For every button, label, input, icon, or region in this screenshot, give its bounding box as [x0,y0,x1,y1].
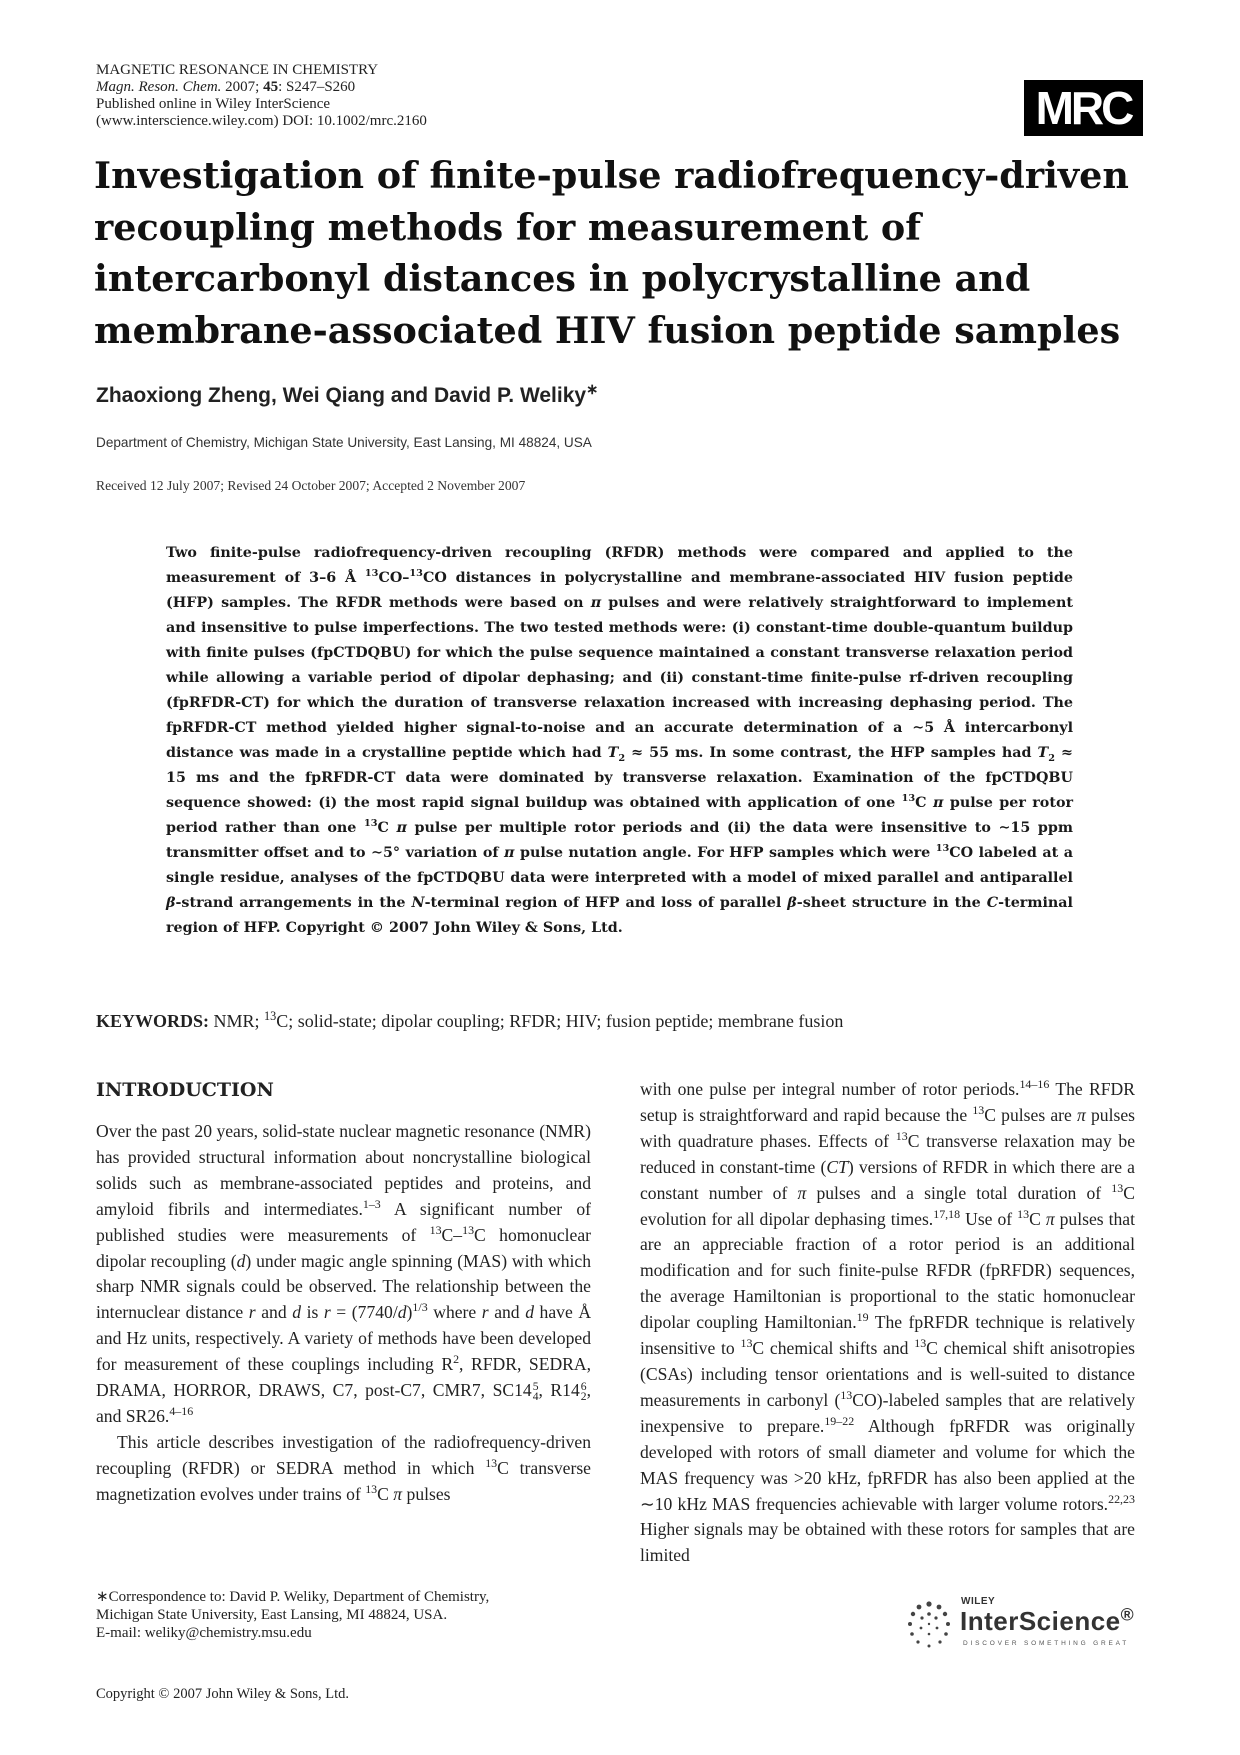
wiley-dots-icon [903,1600,955,1652]
citation-pages: : S247–S260 [278,79,356,95]
keywords-label: KEYWORDS: [96,1011,210,1031]
wiley-interscience-logo [903,1596,1153,1656]
footnote-line-1: ∗Correspondence to: David P. Weliky, Department of Chemistry, [96,1589,490,1605]
citation-line [96,79,656,96]
body-column-left [96,1119,591,1508]
doi-line: (www.interscience.wiley.com) DOI: 10.1002/mrc.2160 [96,113,427,129]
keywords-sup: 13 [264,1009,277,1023]
article-title: Investigation of finite-pulse radiofrequency-driven recoupling methods for measurement of intercarbonyl distances in polycrystalline and membrane-associated HIV fusion peptide samples [94,154,1129,352]
journal-logo: MRC [1024,80,1143,136]
copyright-footer: Copyright © 2007 John Wiley & Sons, Ltd. [96,1686,350,1702]
author-list [96,384,598,408]
corresponding-mark: ∗ [586,382,599,398]
keywords-pre: NMR; [209,1011,265,1031]
abstract: Two finite-pulse radiofrequency-driven recoupling (RFDR) methods were compared and applied to the measurement of 3–6 Å $^{13}$CO–$^{13}$CO distances in polycrystalline and membrane-associated HIV fusion peptide (HFP) samples. The RFDR methods were based on π pulses and were relatively straightforward to implement and insensitive to pulse imperfections. The two tested methods were: (i) constant-time double-quantum buildup with finite pulses (fpCTDQBU) for which the pulse sequence maintained a constant transverse relaxation period while allowing a variable period of dipolar dephasing; and (ii) constant-time finite-pulse rf-driven recoupling (fpRFDR-CT) for which the duration of transverse relaxation increased with increasing dephasing period. The fpRFDR-CT method yielded higher signal-to-noise and an accurate determination of a ∼5 Å intercarbonyl distance was made in a crystalline peptide which had $T_2 \approx 55$ ms. In some contrast, the HFP samples had $T_2 \approx 15$ ms and the fpRFDR-CT data were dominated by transverse relaxation. Examination of the fpCTDQBU sequence showed: (i) the most rapid signal buildup was obtained with application of one $^{13}$C π pulse per rotor period rather than one $^{13}$C π pulse per multiple rotor periods and (ii) the data were insensitive to ∼15 ppm transmitter offset and to ∼5° variation of π pulse nutation angle. For HFP samples which were $^{13}$CO labeled at a single residue, analyses of the fpCTDQBU data were interpreted with a model of mixed parallel and antiparallel β-strand arrangements in the N-terminal region of HFP and loss of parallel β-sheet structure in the C-terminal region of HFP. Copyright © 2007 John Wiley & Sons, Ltd. [166,545,1074,936]
citation-volume: 45 [263,79,279,95]
interscience-wordmark [960,1606,1134,1637]
keywords-post: C; solid-state; dipolar coupling; RFDR; HIV; fusion peptide; membrane fusion [276,1011,844,1031]
interscience-text: InterScience [960,1606,1121,1636]
journal-header [96,62,656,130]
intro-paragraph-2-cont: with one pulse per integral number of rotor periods.$^{14-16}$ The RFDR setup is straightforward and rapid because the $^{13}$C pulses are π pulses with quadrature phases. Effects of $^{13}$C transverse relaxation may be reduced in constant-time (CT) versions of RFDR in which there are a constant number of π pulses and a single total duration of $^{13}$C evolution for all dipolar dephasing times.$^{17,18}$ Use of $^{13}$C π pulses that are an appreciable fraction of a rotor period is an additional modification and for such finite-pulse RFDR (fpRFDR) sequences, the average Hamiltonian is proportional to the static homonuclear dipolar coupling Hamiltonian.$^{19}$ The fpRFDR technique is relatively insensitive to $^{13}$C chemical shifts and $^{13}$C chemical shift anisotropies (CSAs) including tensor orientations and is well-suited to distance measurements in carbonyl ($^{13}$CO)-labeled samples that are relatively inexpensive to prepare.$^{19-22}$ Although fpRFDR was originally developed with rotors of small diameter and volume for which the MAS frequency was >20 kHz, fpRFDR has also been applied at the ∼10 kHz MAS frequencies achievable with larger volume rotors.$^{22,23}$ Higher signals may be obtained with these rotors for samples that are limited [640,1077,1135,1566]
authors-text: Zhaoxiong Zheng, Wei Qiang and David P. Weliky [96,384,587,407]
citation-year: 2007; [225,79,260,95]
wiley-wordmark: WILEY [961,1596,996,1607]
intro-paragraph-1: Over the past 20 years, solid-state nuclear magnetic resonance (NMR) has provided structural information about noncrystalline biological solids such as membrane-associated peptides and proteins, and amyloid fibrils and intermediates.$^{1-3}$ A significant number of published studies were measurements of $^{13}$C–$^{13}$C homonuclear dipolar recoupling (d) under magic angle spinning (MAS) with which sharp NMR signals could be observed. The relationship between the internuclear distance r and d is $r = (7740/d)^{1/3}$ where r and d have Å and Hz units, respectively. A variety of methods have been developed for measurement of these couplings including $R^2$, RFDR, SEDRA, DRAMA, HORROR, DRAWS, C7, post-C7, CMR7, SC14 5 4 , R14 6 2 , and SR26.$^{4-16}$ [96,1121,592,1426]
footnote-line-3: E-mail: weliky@chemistry.msu.edu [96,1625,312,1641]
keywords [96,1011,843,1032]
affiliation: Department of Chemistry, Michigan State University, East Lansing, MI 48824, USA [96,435,592,450]
journal-name: MAGNETIC RESONANCE IN CHEMISTRY [96,62,379,78]
footnote-line-2: Michigan State University, East Lansing, MI 48824, USA. [96,1607,448,1623]
wiley-tagline: DISCOVER SOMETHING GREAT [963,1640,1130,1647]
intro-paragraph-2: This article describes investigation of the radiofrequency-driven recoupling (RFDR) or SEDRA method in which $^{13}$C transverse magnetization evolves under trains of $^{13}$C π pulses [96,1431,591,1504]
citation-abbrev: Magn. Reson. Chem. [96,79,222,95]
published-online: Published online in Wiley InterScience [96,96,331,112]
body-column-right [640,1077,1135,1569]
section-heading-introduction: INTRODUCTION [96,1079,274,1101]
received-dates: Received 12 July 2007; Revised 24 October 2007; Accepted 2 November 2007 [96,478,526,493]
registered-mark: ® [1120,1604,1135,1625]
correspondence-footnote [96,1588,616,1642]
